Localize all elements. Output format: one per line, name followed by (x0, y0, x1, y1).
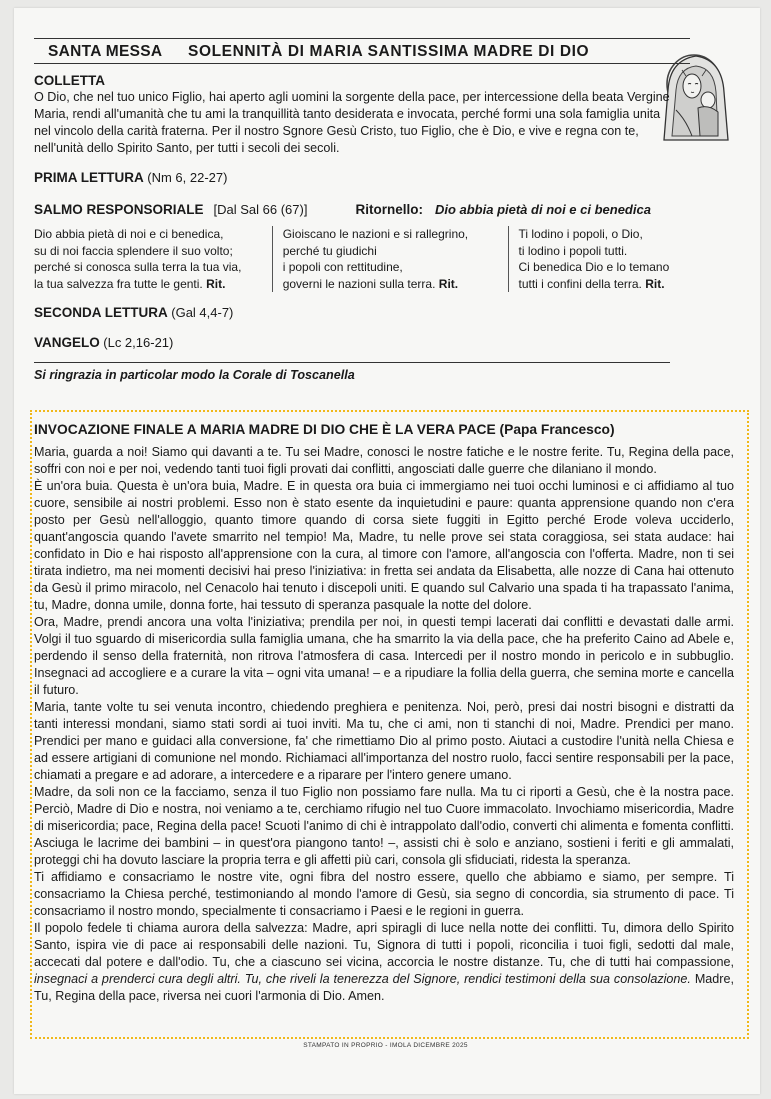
strophe-line: perché tu giudichi (282, 243, 377, 258)
rit-mark: Rit. (645, 276, 665, 291)
strophe-line: la tua salvezza fra tutte le genti. (34, 276, 203, 291)
strophe-line: Ci benedica Dio e lo temano (518, 260, 670, 274)
masthead (34, 38, 690, 64)
salmo-header (34, 201, 690, 218)
salmo-title: SALMO RESPONSORIALE (34, 202, 204, 217)
salmo-ref: [Dal Sal 66 (67)] (213, 202, 308, 217)
ritornello-label: Ritornello: (355, 202, 423, 217)
prima-lettura-ref: (Nm 6, 22-27) (147, 170, 228, 185)
print-footer: STAMPATO IN PROPRIO - IMOLA DICEMBRE 2025 (303, 1042, 468, 1049)
prima-lettura-title: PRIMA LETTURA (34, 170, 144, 185)
vangelo-ref: (Lc 2,16-21) (103, 335, 174, 350)
invocation-paragraph: Madre, da soli non ce la facciamo, senza il tuo Figlio non possiamo fare nulla. Ma tu ci riporti a Gesù, che è la nostra pace. Perciò, Madre di Dio e nostra, noi veniamo a te, cerchiamo rifugio nel tuo Cuore immacolato. Invochiamo misericordia, Madre di misericordia; pace, Regina della pace! Scuoti l'animo di chi è intrappolato dall'odio, converti chi alimenta e fomenta conflitti. Asciuga le lacrime dei bambini – in quest'ora piangono tanto! –, assisti chi è solo e anziano, sostieni i feriti e gli ammalati, proteggi chi ha dovuto lasciare la propria terra e gli affetti più cari, consola gli sfiduciati, ridesta la speranza. (34, 785, 734, 867)
masthead-left: SANTA MESSA (48, 42, 163, 60)
invocation-final-paragraph (34, 920, 734, 1005)
ritornello-text: Dio abbia pietà di noi e ci benedica (434, 202, 651, 217)
strophe-line: i popoli con rettitudine, (282, 260, 403, 274)
colletta-section (34, 72, 690, 157)
salmo-strophe-2 (272, 226, 508, 292)
seconda-lettura (34, 304, 690, 322)
prima-lettura (34, 169, 690, 187)
colletta-text: O Dio, che nel tuo unico Figlio, hai aperto agli uomini la sorgente della pace, per intercessione della beata Vergine Maria, rendi all'umanità che tu ami la tranquillità tanto desiderata e invocata, perché formi una sola famiglia unita nel vincolo della carità fraterna. Per il nostro Sgnore Gesù Cristo, tuo Figlio, che è Dio, e vive e regna con te, nell'unità dello Spirito Santo, per tutti i secoli dei secoli. (34, 90, 670, 155)
thanks-note: Si ringrazia in particolar modo la Corale di Toscanella (34, 368, 355, 382)
strophe-line: ti lodino i popoli tutti. (518, 243, 628, 258)
invocation-title: INVOCAZIONE FINALE A MARIA MADRE DI DIO CHE È LA VERA PACE (Papa Francesco) (34, 422, 615, 437)
divider (34, 362, 670, 363)
strophe-line: Gioiscano le nazioni e si rallegrino, (282, 227, 469, 241)
colletta-title: COLLETTA (34, 73, 105, 88)
mass-sheet-content (34, 38, 690, 384)
invocation-paragraph: Ti affidiamo e consacriamo le nostre vite, ogni fibra del nostro essere, quello che abbiamo e siamo, per sempre. Ti consacriamo la Chiesa perché, testimoniando al mondo l'amore di Gesù, sia segno di concordia, sia strumento di pace. Ti consacriamo il nostro mondo, specialmente ti consacriamo i Paesi e le regioni in guerra. (34, 870, 734, 918)
strophe-line: perché si conosca sulla terra la tua via, (34, 260, 242, 274)
seconda-lettura-title: SECONDA LETTURA (34, 305, 168, 320)
invocation-content (34, 421, 734, 1005)
seconda-lettura-ref: (Gal 4,4-7) (171, 305, 234, 320)
strophe-line: su di noi faccia splendere il suo volto; (34, 243, 233, 258)
invocation-paragraph: Maria, tante volte tu sei venuta incontro, chiedendo preghiera e penitenza. Noi, però, presi dai nostri bisogni e distratti da tanti interessi mondani, siamo stati sordi ai tuoi inviti. Ma tu, che ci ami, non ti stanchi di noi, Madre. Prendici per mano. Prendici per mano e guidaci alla conversione, fa' che rimettiamo Dio al primo posto. Aiutaci a custodire l'unità nella Chiesa e ad essere artigiani di comunione nel mondo. Richiamaci all'importanza del nostro ruolo, facci sentire responsabili per la pace, chiamati a pregare e ad adorare, a intercedere e a riparare per l'intero genere umano. (34, 700, 734, 782)
invocation-paragraph: Ora, Madre, prendi ancora una volta l'iniziativa; prendila per noi, in questi tempi lacerati dai conflitti e devastati dalle armi. Volgi il tuo sguardo di misericordia sulla famiglia umana, che ha smarrito la via della pace, che ha preferito Caino ad Abele e, perdendo il senso della fraternità, non ritrova l'atmosfera di casa. Intercedi per il nostro mondo in pericolo e in subbuglio. Insegnaci ad accogliere e a curare la vita – ogni vita umana! – e a ripudiare la follia della guerra, che semina morte e cancella il futuro. (34, 615, 734, 697)
salmo-strophe-3 (508, 226, 691, 292)
vangelo-title: VANGELO (34, 335, 100, 350)
salmo-strophe-1 (34, 226, 272, 292)
strophe-line: tutti i confini della terra. (518, 276, 642, 291)
salmo-strophes (34, 226, 690, 292)
invocation-final-text: Il popolo fedele ti chiama aurora della salvezza: Madre, apri spiragli di luce nella notte dei conflitti. Tu, dimora dello Spirito Santo, ispira vie di pace ai responsabili delle nazioni. Tu, Signora di tutti i popoli, riconcilia i tuoi figli, sedotti dal male, accecati dal potere e dall'odio. Tu, che a ciascuno sei vicina, accorcia le nostre distanze. Tu, che di tutti hai compassione, (34, 921, 734, 969)
rit-mark: Rit. (438, 276, 459, 291)
strophe-line: Ti lodino i popoli, o Dio, (518, 227, 643, 241)
invocation-paragraph: Maria, guarda a noi! Siamo qui davanti a te. Tu sei Madre, conosci le nostre fatiche e le nostre ferite. Tu, Regina della pace, soffri con noi e per noi, vedendo tanti tuoi figli provati dai conflitti, angosciati dalle guerre che dilaniano il mondo. (34, 445, 734, 476)
invocation-paragraph: È un'ora buia. Questa è un'ora buia, Madre. E in questa ora buia ci immergiamo nei tuoi occhi luminosi e ci affidiamo al tuo cuore, sensibile ai nostri problemi. Esso non è stato esente da inquietudini e paure: quanta apprensione quando non c'era posto per Gesù nell'alloggio, quanto timore quando di corsa siete fuggiti in Egitto perché Erode voleva ucciderlo, quant'angoscia quando l'avete smarrito nel tempio! Ma, Madre, tu nelle prove sei stata coraggiosa, sei stata audace: hai confidato in Dio e hai risposto all'apprensione con la cura, al timore con l'amore, all'angoscia con l'offerta. Madre, non ti sei tirata indietro, ma nei momenti decisivi hai preso l'iniziativa: in fretta sei andata da Elisabetta, alle nozze di Cana hai ottenuto da Gesù il primo miracolo, nel Cenacolo hai tenuto i discepoli uniti. E quando sul Calvario una spada ti ha trapassato l'anima, tu, Madre, donna umile, donna forte, hai tessuto di speranza pasquale la notte del dolore. (34, 479, 734, 612)
vangelo (34, 334, 690, 352)
invocation-final-italic: insegnaci a prenderci cura degli altri. Tu, che riveli la tenerezza del Signore, rendici testimoni della sua consolazione. (34, 972, 691, 986)
strophe-line: governi le nazioni sulla terra. (282, 276, 436, 291)
masthead-title: SOLENNITÀ DI MARIA SANTISSIMA MADRE DI DIO (188, 42, 590, 60)
rit-mark: Rit. (206, 276, 226, 291)
strophe-line: Dio abbia pietà di noi e ci benedica, (34, 227, 224, 241)
invocation-amen: Madre, Tu, Regina della pace, riversa nei cuori l'armonia di Dio. Amen. (34, 972, 735, 1003)
